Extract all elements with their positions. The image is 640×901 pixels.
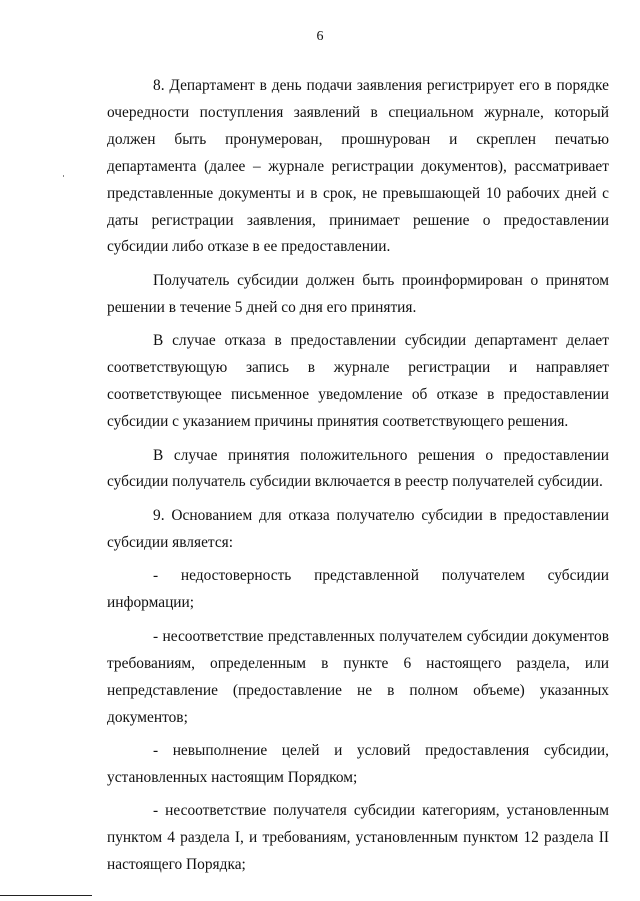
scan-speck: [63, 175, 64, 177]
list-item-unreliable-info: - недостоверность представленной получателем субсидии информации;: [107, 567, 609, 612]
list-item-goals-not-met: - невыполнение целей и условий предоставления субсидии, установленных настоящим Порядком;: [107, 742, 609, 786]
paragraph-item-9: 9. Основанием для отказа получателю субсидии в предоставлении субсидии является:: [107, 506, 609, 551]
paragraph-item-8: 8. Департамент в день подачи заявления регистрирует его в порядке очередности поступления заявлений в специальном журнале, который должен быть пронумерован, прошнурован и скреплен печатью департамента (далее – журнале регистрации документов), рассматривает представленные документы и в срок, не превышающей 10 рабочих дней с даты регистрации заявления, принимает решение о предоставлении субсидии либо отказе в ее предоставлении.: [107, 77, 609, 256]
list-item-category-mismatch: - несоответствие получателя субсидии категориям, установленным пунктом 4 раздела I, и требованиям, установленным пунктом 12 раздела II настоящего Порядка;: [107, 802, 609, 874]
paragraph-notification: Получатель субсидии должен быть проинформирован о принятом решении в течение 5 дней со дня его принятия.: [107, 271, 609, 316]
document-body: [107, 73, 609, 886]
paragraph-refusal-case: В случае отказа в предоставлении субсидии департамент делает соответствующую запись в журнале регистрации и направляет соответствующее письменное уведомление об отказе в предоставлении субсидии с указанием причины принятия соответствующего решения.: [107, 332, 609, 431]
list-item-documents-mismatch: - несоответствие представленных получателем субсидии документов требованиям, определенным в пункте 6 настоящего раздела, или непредставление (предоставление не в полном объеме) указанных документов;: [107, 627, 609, 726]
paragraph-positive-decision: В случае принятия положительного решения о предоставлении субсидии получатель субсидии включается в реестр получателей субсидии.: [107, 446, 609, 491]
footnote-rule: [0, 895, 92, 896]
page-number: 6: [316, 29, 324, 44]
